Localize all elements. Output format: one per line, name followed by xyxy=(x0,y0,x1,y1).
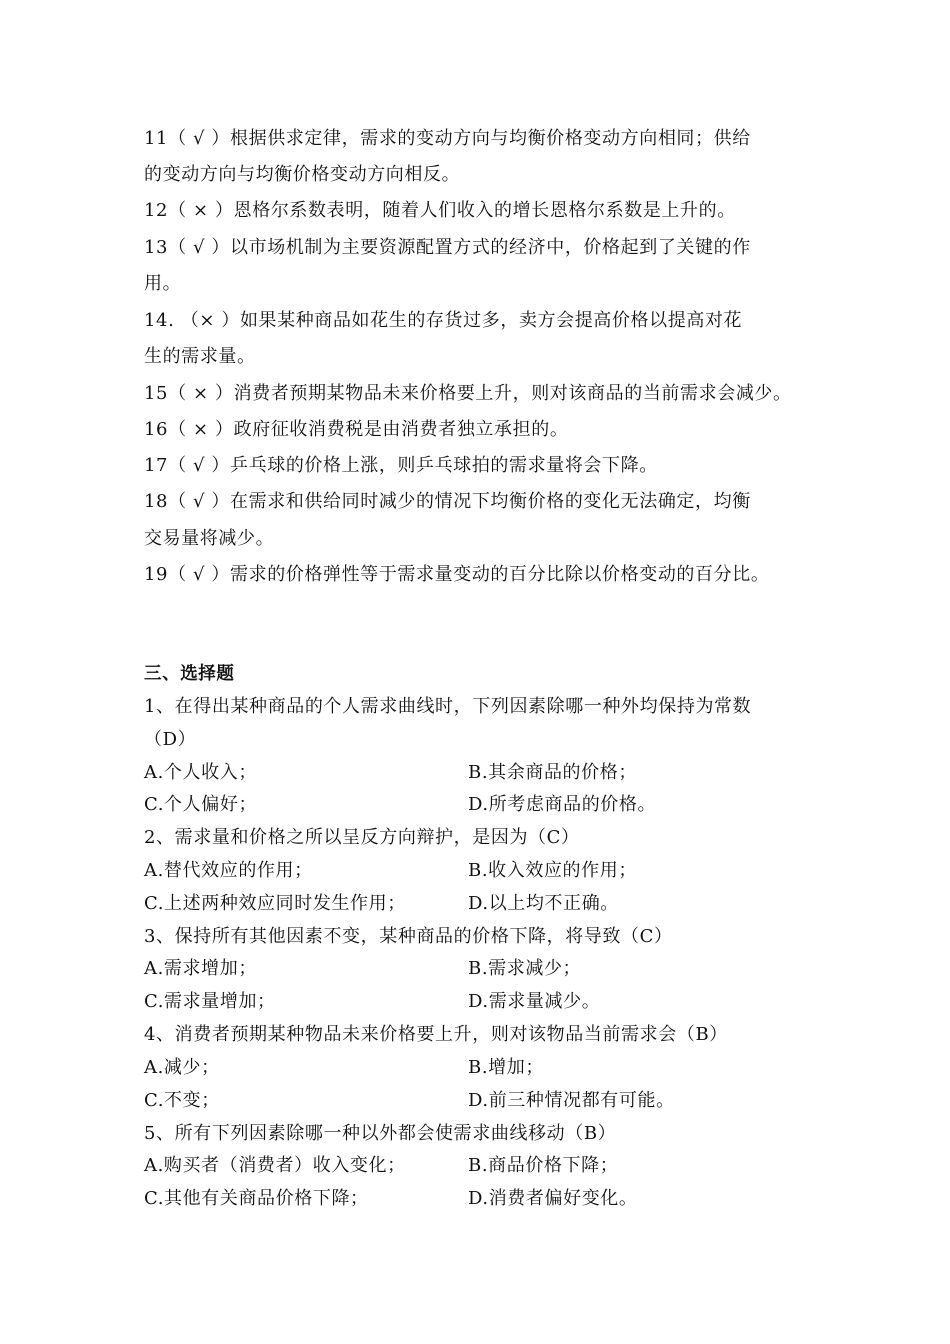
mc-q3-option-a: A.需求增加； xyxy=(144,958,257,979)
mc-q1-stem-line1: 1、在得出某种商品的个人需求曲线时，下列因素除哪一种外均保持为常数 xyxy=(144,696,752,717)
mc-q1-option-c: C.个人偏好； xyxy=(144,794,258,815)
mc-q1-option-b: B.其余商品的价格； xyxy=(468,762,637,783)
tf-item-12: 12（ × ）恩格尔系数表明，随着人们收入的增长恩格尔系数是上升的。 xyxy=(144,200,736,221)
mc-q4-stem: 4、消费者预期某种物品未来价格要上升，则对该物品当前需求会（B） xyxy=(144,1024,728,1045)
tf-item-16: 16（ × ）政府征收消费税是由消费者独立承担的。 xyxy=(144,419,569,440)
mc-q4-option-a: A.减少； xyxy=(144,1057,220,1078)
tf-item-17: 17（ √ ）乒乓球的价格上涨，则乒乓球拍的需求量将会下降。 xyxy=(144,455,658,476)
tf-item-11-line1: 11（ √ ）根据供求定律，需求的变动方向与均衡价格变动方向相同；供给 xyxy=(144,128,751,149)
mc-q4-option-c: C.不变； xyxy=(144,1090,220,1111)
mc-q1-stem-line2: （D） xyxy=(144,729,197,750)
mc-q4-option-d: D.前三种情况都有可能。 xyxy=(468,1090,675,1111)
mc-q3-option-b: B.需求减少； xyxy=(468,958,582,979)
mc-q4-option-b: B.增加； xyxy=(468,1057,544,1078)
tf-item-13-line2: 用。 xyxy=(144,273,182,294)
mc-q3-option-d: D.需求量减少。 xyxy=(468,991,601,1012)
mc-q3-stem: 3、保持所有其他因素不变，某种商品的价格下降，将导致（C） xyxy=(144,926,673,947)
tf-item-18-line1: 18（ √ ）在需求和供给同时减少的情况下均衡价格的变化无法确定，均衡 xyxy=(144,491,751,512)
mc-q1-option-d: D.所考虑商品的价格。 xyxy=(468,794,657,815)
tf-item-11-line2: 的变动方向与均衡价格变动方向相反。 xyxy=(144,164,461,185)
mc-q5-option-c: C.其他有关商品价格下降； xyxy=(144,1188,369,1209)
mc-q2-stem: 2、需求量和价格之所以呈反方向辩护，是因为（C） xyxy=(144,827,580,848)
mc-q1-option-a: A.个人收入； xyxy=(144,762,257,783)
tf-item-13-line1: 13（ √ ）以市场机制为主要资源配置方式的经济中，价格起到了关键的作 xyxy=(144,237,751,258)
section-heading: 三、选择题 xyxy=(144,664,235,684)
mc-q5-option-b: B.商品价格下降； xyxy=(468,1155,619,1176)
tf-item-15: 15（ × ）消费者预期某物品未来价格要上升，则对该商品的当前需求会减少。 xyxy=(144,383,792,404)
mc-q2-option-c: C.上述两种效应同时发生作用； xyxy=(144,893,406,914)
mc-q3-option-c: C.需求量增加； xyxy=(144,991,276,1012)
tf-item-14-line1: 14. （× ）如果某种商品如花生的存货过多，卖方会提高价格以提高对花 xyxy=(144,310,743,331)
mc-q5-option-a: A.购买者（消费者）收入变化； xyxy=(144,1155,406,1176)
mc-q5-stem: 5、所有下列因素除哪一种以外都会使需求曲线移动（B） xyxy=(144,1123,617,1144)
tf-item-14-line2: 生的需求量。 xyxy=(144,346,256,367)
mc-q2-option-a: A.替代效应的作用； xyxy=(144,860,313,881)
mc-q5-option-d: D.消费者偏好变化。 xyxy=(468,1188,638,1209)
tf-item-18-line2: 交易量将减少。 xyxy=(144,528,275,549)
mc-q2-option-d: D.以上均不正确。 xyxy=(468,893,619,914)
tf-item-19: 19（ √ ）需求的价格弹性等于需求量变动的百分比除以价格变动的百分比。 xyxy=(144,564,770,585)
mc-q2-option-b: B.收入效应的作用； xyxy=(468,860,637,881)
